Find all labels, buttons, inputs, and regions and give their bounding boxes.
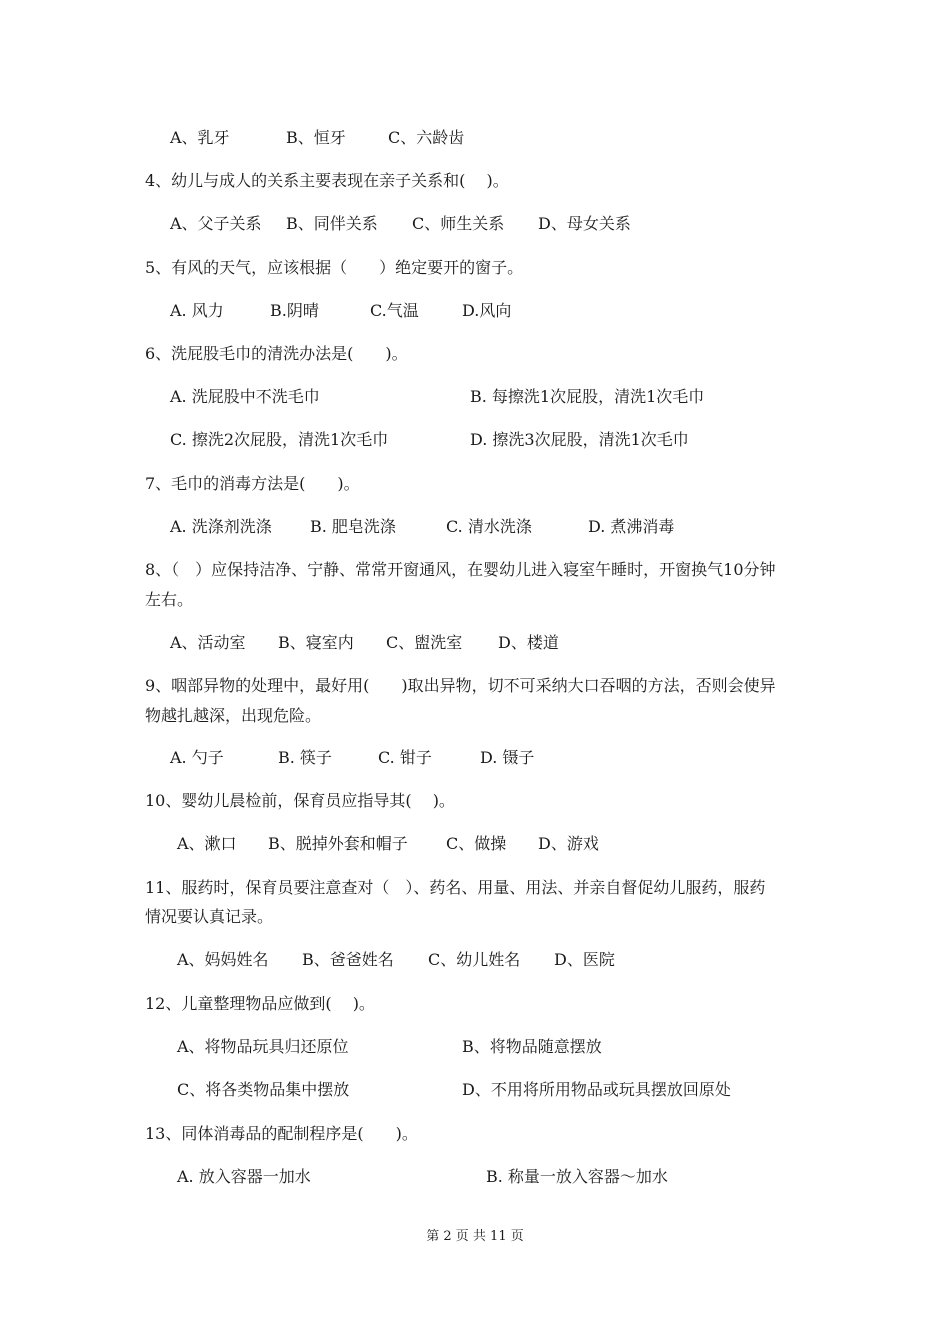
q10-stem: 10、婴幼儿晨检前，保育员应指导其( )。 — [145, 791, 455, 810]
q8-option-c: C、盥洗室 — [386, 633, 463, 652]
q12-option-c: C、将各类物品集中摆放 — [177, 1080, 350, 1099]
q4-stem: 4、幼儿与成人的关系主要表现在亲子关系和( )。 — [145, 171, 509, 190]
q12-stem: 12、儿童整理物品应做到( )。 — [145, 994, 375, 1013]
q10-option-b: B、脱掉外套和帽子 — [268, 834, 408, 853]
q5-option-c: C.气温 — [370, 301, 419, 320]
q5-stem: 5、有风的天气，应该根据（ ）绝定要开的窗子。 — [145, 258, 524, 277]
q5-option-a: A. 风力 — [170, 301, 224, 320]
q13-stem: 13、同体消毒品的配制程序是( )。 — [145, 1124, 418, 1143]
q10-option-d: D、游戏 — [538, 834, 599, 853]
q8-option-b: B、寝室内 — [278, 633, 354, 652]
q12-option-b: B、将物品随意摆放 — [462, 1037, 602, 1056]
q7-option-d: D. 煮沸消毒 — [588, 517, 675, 536]
q6-option-a: A. 洗屁股中不洗毛巾 — [170, 387, 320, 406]
q9-option-a: A. 勺子 — [170, 748, 224, 767]
q8-stem-line2: 左右。 — [145, 590, 194, 609]
q9-stem-line2: 物越扎越深，出现危险。 — [145, 706, 322, 725]
q4-option-a: A、父子关系 — [170, 214, 262, 233]
q6-option-b: B. 每擦洗1次屁股，清洗1次毛巾 — [470, 387, 705, 406]
q12-option-a: A、将物品玩具归还原位 — [177, 1037, 349, 1056]
page-number-footer: 第 2 页 共 11 页 — [426, 1229, 524, 1244]
q11-option-c: C、幼儿姓名 — [428, 950, 521, 969]
q12-option-d: D、不用将所用物品或玩具摆放回原处 — [462, 1080, 731, 1099]
q11-option-b: B、爸爸姓名 — [302, 950, 394, 969]
q8-stem-line1: 8、（ ）应保持洁净、宁静、常常开窗通风，在婴幼儿进入寝室午睡时，开窗换气10分钟 — [145, 560, 776, 579]
q13-option-a: A. 放入容器一加水 — [177, 1167, 311, 1186]
q4-option-c: C、师生关系 — [412, 214, 505, 233]
q7-option-b: B. 肥皂洗涤 — [310, 517, 396, 536]
q5-option-d: D.风向 — [462, 301, 512, 320]
q7-stem: 7、毛巾的消毒方法是( )。 — [145, 474, 360, 493]
q8-option-d: D、楼道 — [498, 633, 559, 652]
q6-stem: 6、洗屁股毛巾的清洗办法是( )。 — [145, 344, 408, 363]
q6-option-c: C. 擦洗2次屁股，清洗1次毛巾 — [170, 430, 389, 449]
q10-option-c: C、做操 — [446, 834, 507, 853]
q5-option-b: B.阴晴 — [270, 301, 319, 320]
q13-option-b: B. 称量一放入容器～加水 — [486, 1167, 668, 1186]
q9-option-c: C. 钳子 — [378, 748, 432, 767]
q4-option-d: D、母女关系 — [538, 214, 631, 233]
q7-option-a: A. 洗涤剂洗涤 — [170, 517, 272, 536]
q3-option-c: C、六龄齿 — [388, 128, 465, 147]
q7-option-c: C. 清水洗涤 — [446, 517, 532, 536]
q9-option-d: D. 镊子 — [480, 748, 535, 767]
q4-option-b: B、同伴关系 — [286, 214, 378, 233]
q10-option-a: A、漱口 — [177, 834, 237, 853]
q9-option-b: B. 筷子 — [278, 748, 332, 767]
q11-stem-line2: 情况要认真记录。 — [145, 907, 274, 926]
q3-option-a: A、乳牙 — [170, 128, 230, 147]
q8-option-a: A、活动室 — [170, 633, 246, 652]
q6-option-d: D. 擦洗3次屁股，清洗1次毛巾 — [470, 430, 689, 449]
q9-stem-line1: 9、咽部异物的处理中，最好用( )取出异物，切不可采纳大口吞咽的方法，否则会使异 — [145, 676, 776, 695]
q11-option-d: D、医院 — [554, 950, 615, 969]
q3-option-b: B、恒牙 — [286, 128, 346, 147]
q11-option-a: A、妈妈姓名 — [177, 950, 269, 969]
q11-stem-line1: 11、服药时，保育员要注意查对（ ）、药名、用量、用法、并亲自督促幼儿服药，服药 — [145, 878, 766, 897]
